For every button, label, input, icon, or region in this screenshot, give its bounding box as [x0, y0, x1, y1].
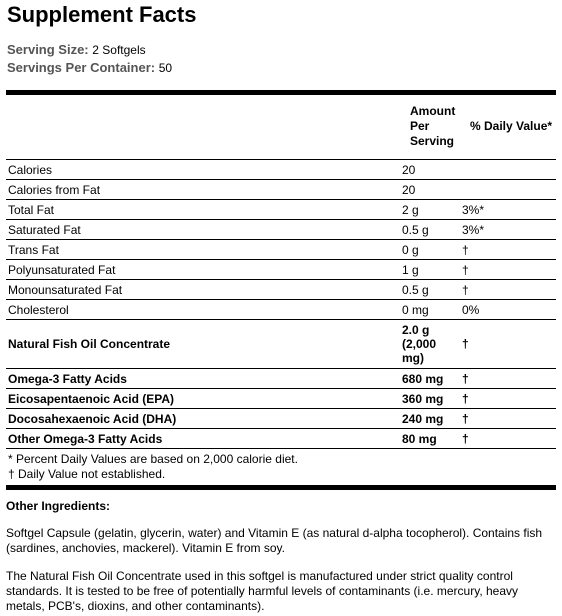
- amount-header-line: Amount: [410, 104, 456, 118]
- nutrient-dv: †: [460, 280, 556, 300]
- table-row: [6, 200, 556, 220]
- amount-line: (2,000: [402, 337, 437, 351]
- table-row: [6, 220, 556, 240]
- nutrient-name: Calories from Fat: [6, 180, 400, 200]
- nutrient-dv: 0%: [460, 300, 556, 320]
- nutrient-name: Other Omega-3 Fatty Acids: [6, 429, 400, 449]
- serving-size-value: 2 Softgels: [92, 43, 146, 57]
- nutrient-amount: 0 mg: [400, 300, 460, 320]
- thick-divider-top: [6, 90, 556, 95]
- thick-divider-bottom: [6, 485, 556, 490]
- nutrient-amount: 1 g: [400, 260, 460, 280]
- other-ingredients-heading: Other Ingredients:: [6, 499, 111, 513]
- table-row: [6, 180, 556, 200]
- nutrient-amount: 20: [400, 160, 460, 180]
- nutrient-dv: †: [460, 389, 556, 409]
- amount-line: mg): [402, 351, 424, 365]
- nutrient-name: Cholesterol: [6, 300, 400, 320]
- nutrient-dv: 3%*: [460, 220, 556, 240]
- daily-value-header: % Daily Value*: [470, 119, 553, 133]
- ingredients-paragraph: Softgel Capsule (gelatin, glycerin, water) and Vitamin E (as natural d-alpha tocopherol). Contains fish (sardines, anchovies, mackerel). Vitamin E from soy.: [6, 526, 543, 555]
- nutrient-name: Docosahexaenoic Acid (DHA): [6, 409, 400, 429]
- nutrient-amount: 2 g: [400, 200, 460, 220]
- nutrient-name: Omega-3 Fatty Acids: [6, 369, 400, 389]
- percent-daily-value-footnote: * Percent Daily Values are based on 2,000 calorie diet.: [8, 452, 298, 466]
- nutrient-amount: 20: [400, 180, 460, 200]
- table-row: [6, 429, 556, 449]
- nutrient-name: Polyunsaturated Fat: [6, 260, 400, 280]
- table-row: [6, 240, 556, 260]
- nutrient-name: Saturated Fat: [6, 220, 400, 240]
- amount-header-line: Per: [410, 119, 430, 133]
- nutrient-dv: [460, 160, 556, 180]
- table-row: [6, 320, 556, 369]
- table-row: [6, 260, 556, 280]
- nutrient-dv: 3%*: [460, 200, 556, 220]
- dagger-footnote: † Daily Value not established.: [8, 467, 166, 481]
- amount-header: [410, 104, 455, 149]
- nutrient-dv: †: [460, 320, 556, 369]
- nutrient-dv: †: [460, 240, 556, 260]
- servings-per-container: [7, 60, 172, 75]
- nutrient-amount: 80 mg: [400, 429, 460, 449]
- nutrient-dv: [460, 180, 556, 200]
- nutrient-dv: †: [460, 369, 556, 389]
- amount-header-line: Serving: [410, 134, 455, 148]
- nutrient-amount: 0.5 g: [400, 280, 460, 300]
- nutrient-dv: †: [460, 260, 556, 280]
- serving-size-label: Serving Size:: [7, 42, 89, 57]
- nutrient-name: Monounsaturated Fat: [6, 280, 400, 300]
- nutrient-name: Natural Fish Oil Concentrate: [6, 320, 400, 369]
- nutrient-dv: †: [460, 429, 556, 449]
- quality-statement-paragraph: The Natural Fish Oil Concentrate used in this softgel is manufactured under strict quality control standards. It is tested to be free of potentially harmful levels of contaminants (i.e. mercury, heavy metals, PCB's, dioxins, and other contaminants).: [6, 569, 519, 613]
- nutrient-amount: 0 g: [400, 240, 460, 260]
- panel-title: Supplement Facts: [7, 2, 197, 27]
- table-row: [6, 409, 556, 429]
- nutrient-amount: 0.5 g: [400, 220, 460, 240]
- nutrient-name: Eicosapentaenoic Acid (EPA): [6, 389, 400, 409]
- table-row: [6, 300, 556, 320]
- table-row: [6, 369, 556, 389]
- servings-per-container-value: 50: [158, 61, 173, 75]
- table-row: [6, 280, 556, 300]
- nutrient-name: Total Fat: [6, 200, 400, 220]
- nutrient-amount: 360 mg: [400, 389, 460, 409]
- amount-line: 2.0 g: [402, 323, 430, 337]
- nutrient-dv: †: [460, 409, 556, 429]
- nutrient-amount: 240 mg: [400, 409, 460, 429]
- nutrient-name: Calories: [6, 160, 400, 180]
- nutrient-name: Trans Fat: [6, 240, 400, 260]
- servings-per-container-label: Servings Per Container:: [7, 60, 156, 75]
- table-row: [6, 389, 556, 409]
- table-row: [6, 160, 556, 180]
- serving-size: [7, 42, 146, 57]
- nutrient-table: [6, 159, 556, 449]
- nutrient-amount: [400, 320, 460, 369]
- nutrient-amount: 680 mg: [400, 369, 460, 389]
